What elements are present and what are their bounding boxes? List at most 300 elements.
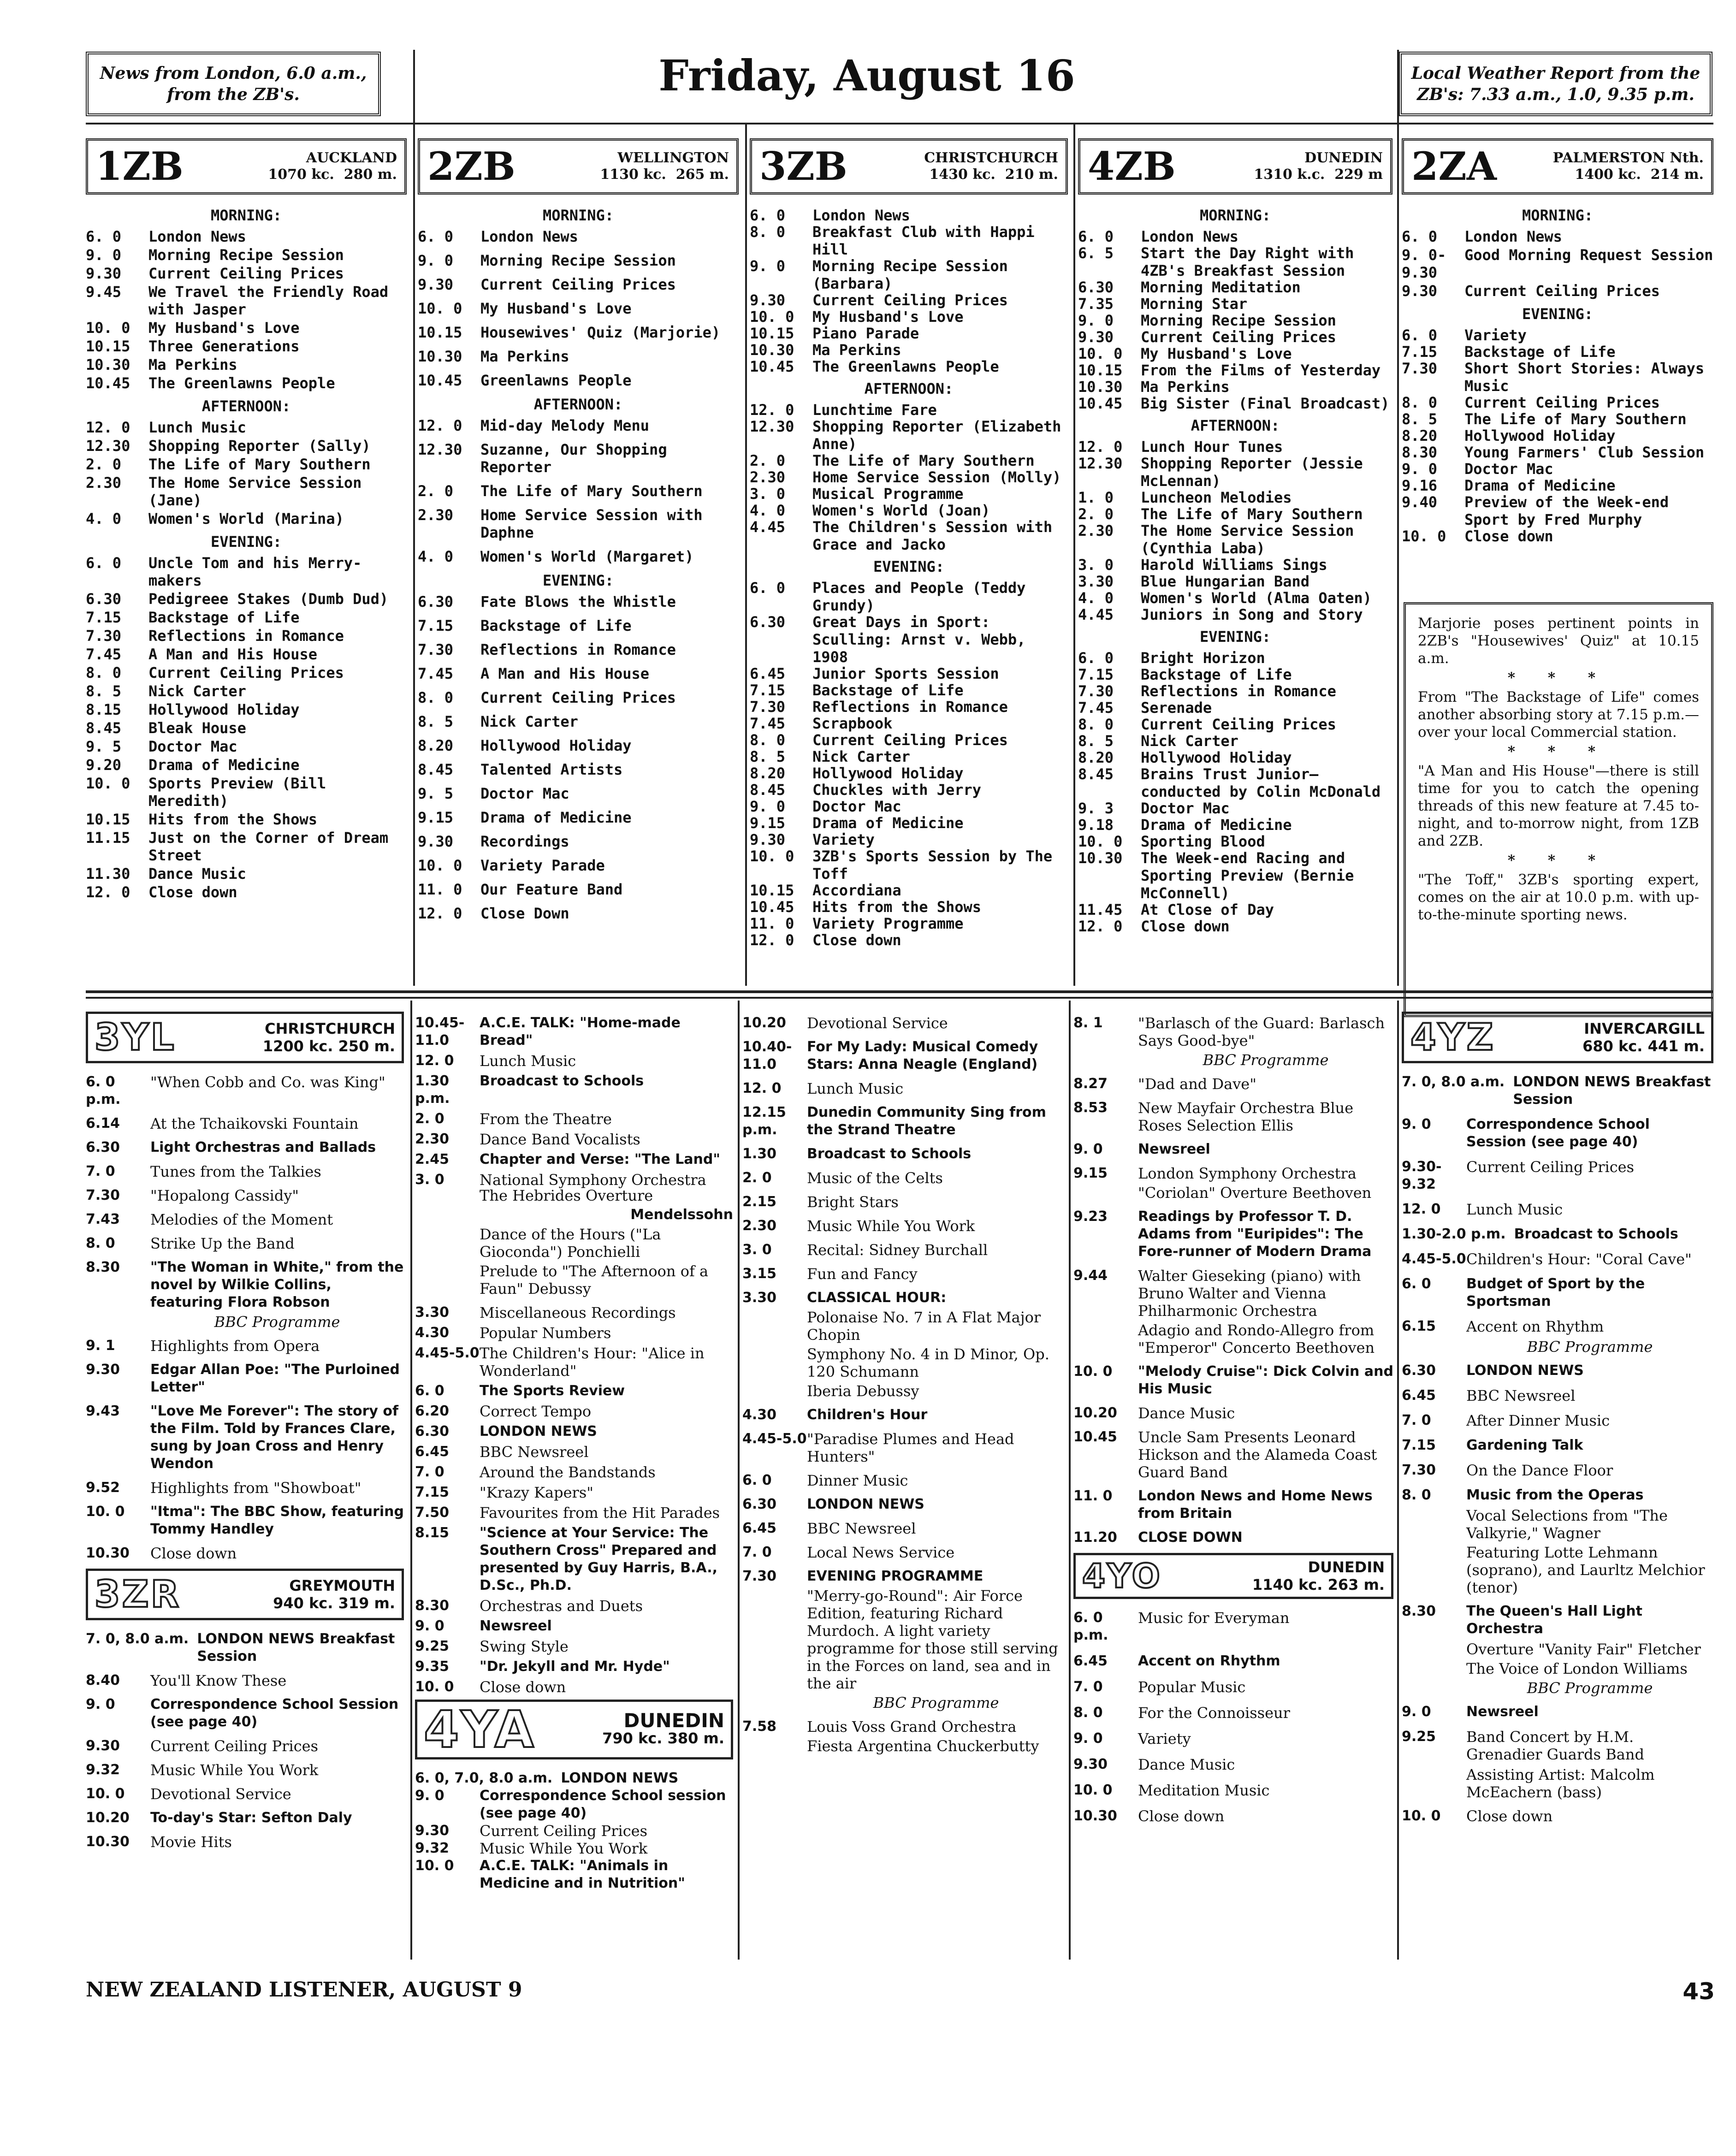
programme-row — [742, 1568, 1065, 1585]
programme-row — [418, 785, 739, 802]
programme-title: Uncle Tom and his Merry-makers — [148, 554, 362, 589]
column-4yz — [1402, 1008, 1713, 1832]
programme-time: 2. 0 — [86, 456, 122, 473]
programme-row — [750, 401, 1068, 419]
column-3yl-cont-4ya — [415, 1014, 733, 1892]
evening-list — [418, 593, 739, 922]
wave: 280 m. — [344, 166, 397, 183]
programme-row — [415, 1463, 733, 1481]
programme-row — [1073, 1267, 1393, 1320]
programme-row — [1078, 606, 1392, 623]
programme-row — [86, 701, 407, 718]
programme-title: "Melody Cruise": Dick Colvin and His Music — [1138, 1363, 1393, 1397]
programme-title: Ma Perkins — [1141, 378, 1230, 396]
programme-title: Good Morning Request Session — [1464, 246, 1713, 264]
programme-time: 9. 0 — [415, 1788, 444, 1804]
city: AUCKLAND — [306, 150, 397, 166]
programme-time: 10. 0 — [1402, 527, 1446, 545]
programme-time: 6. 0, 7.0, 8.0 a.m. — [415, 1770, 553, 1786]
programme-row — [750, 898, 1068, 916]
programme-time: 4. 0 — [86, 510, 122, 527]
programme-row — [86, 829, 407, 864]
programme-row — [86, 246, 407, 264]
programme-title: Drama of Medicine — [480, 809, 632, 826]
programme-time: 2.30 — [415, 1131, 450, 1147]
programme-time: 9.20 — [86, 756, 122, 774]
programme-title: Current Ceiling Prices — [1464, 282, 1660, 300]
programme-time: 10. 0 — [750, 308, 794, 326]
programme-title: Current Ceiling Prices — [1141, 716, 1336, 733]
programme-time: 3. 0 — [750, 485, 786, 503]
programme-title: "Krazy Kapers" — [480, 1484, 593, 1501]
programme-time: 6.30 — [750, 613, 786, 631]
programme-row — [1073, 1099, 1393, 1134]
section-heading: AFTERNOON: — [533, 396, 623, 413]
programme-row — [1402, 444, 1713, 461]
programme-time: 12.30 — [750, 418, 794, 435]
programme-time: 10. 0 — [1078, 833, 1123, 850]
programme-title: Close Down — [480, 905, 569, 922]
programme-time: 7.15 — [1402, 1437, 1436, 1453]
programme-title: Morning Recipe Session (Barbara) — [812, 257, 1008, 292]
programme-time: 10.45-11.0 — [415, 1015, 465, 1048]
programme-title: Doctor Mac — [1141, 800, 1230, 817]
city: CHRISTCHURCH — [924, 150, 1058, 166]
programme-row — [415, 1052, 733, 1070]
programme-time: 2.30 — [418, 506, 454, 524]
programme-row — [750, 748, 1068, 765]
programme-title: Greenlawns People — [480, 372, 632, 389]
programme-time: 7. 0 — [86, 1163, 115, 1179]
programme-time: 9. 0 — [750, 257, 786, 275]
programme-time: 2.30 — [1078, 522, 1114, 539]
programme-title: Current Ceiling Prices — [150, 1737, 318, 1755]
separator-stars: * * * — [1507, 743, 1610, 760]
programme-title: A.C.E. TALK: "Animals in Medicine and in Nutrition" — [480, 1858, 685, 1891]
programme-title: London News and Home News from Britain — [1138, 1488, 1373, 1522]
programme-row — [1078, 682, 1392, 700]
programme-title: Close down — [148, 883, 237, 901]
programme-title: My Husband's Love — [1141, 345, 1292, 362]
programme-row — [1402, 1250, 1713, 1268]
programme-title: Current Ceiling Prices — [148, 265, 344, 282]
programme-row — [742, 1038, 1065, 1073]
programme-time: 9.15 — [418, 809, 454, 826]
programme-row — [415, 1504, 733, 1522]
programme-title: Women's World (Joan) — [812, 502, 990, 519]
programme-row — [86, 1809, 404, 1827]
programme-time: 8.45 — [86, 719, 122, 737]
programme-row — [750, 308, 1068, 326]
programme-time: 6.15 — [1402, 1318, 1436, 1334]
programme-row — [750, 931, 1068, 949]
separator-stars: * * * — [1507, 852, 1610, 869]
programme-title: We Travel the Friendly Road with Jasper — [148, 283, 389, 318]
programme-title: National Symphony Orchestra — [480, 1171, 706, 1189]
wave: 229 m — [1334, 166, 1383, 183]
programme-row — [415, 1382, 733, 1400]
programme-title: 3ZB's Sports Session by The Toff — [812, 847, 1053, 883]
morning-list — [750, 207, 1068, 375]
programme-row — [415, 1840, 733, 1857]
programme-title: Music from the Operas — [1466, 1487, 1644, 1503]
section-heading: EVENING: — [1522, 305, 1594, 323]
programme-title: Brains Trust Junior—conducted by Colin McDonald — [1141, 765, 1381, 800]
programme-time: 9.15 — [750, 814, 786, 832]
programme-time: 9.40 — [1402, 493, 1438, 511]
programme-title: Lunch Hour Tunes — [1141, 438, 1283, 456]
city: WELLINGTON — [617, 150, 729, 166]
programme-row — [86, 474, 407, 509]
programme-time: 9. 0 — [418, 252, 454, 269]
programme-title: Meditation Music — [1138, 1782, 1270, 1799]
programme-row — [742, 1520, 1065, 1537]
programme-row — [750, 579, 1068, 614]
section-heading: EVENING: — [1199, 628, 1271, 646]
programme-time: 7.30 — [418, 641, 454, 658]
programme-time: 6. 0 — [418, 228, 454, 245]
programme-row — [418, 881, 739, 898]
programme-detail: Vocal Selections from "The Valkyrie," Wagner — [1466, 1507, 1668, 1542]
programme-title: Three Generations — [148, 338, 300, 355]
programme-row — [1402, 246, 1713, 281]
programme-time: 10.45 — [86, 374, 130, 392]
programme-row — [1078, 556, 1392, 574]
programme-time: 10.15 — [1078, 361, 1123, 379]
programme-row — [86, 510, 407, 527]
programme-title: Dance Music — [1138, 1404, 1235, 1422]
programme-row — [415, 1304, 733, 1321]
programme-title: Close down — [1466, 1807, 1553, 1825]
programme-time: 6.45 — [750, 665, 786, 682]
feature-note: From "The Backstage of Life" comes another absorbing story at 7.15 p.m.—over your local Commercial station. — [1418, 689, 1699, 740]
programme-title: Women's World (Margaret) — [480, 548, 694, 565]
programme-title: London News — [1464, 228, 1562, 245]
programme-row — [1073, 1141, 1393, 1158]
programme-row — [750, 798, 1068, 815]
programme-time: 10. 0 — [1073, 1782, 1113, 1798]
programme-title: Current Ceiling Prices — [480, 689, 676, 706]
page-title: Friday, August 16 — [658, 51, 1075, 101]
programme-title: My Husband's Love — [148, 319, 300, 337]
programme-time: 7.45 — [1078, 699, 1114, 717]
programme-title: BBC Newsreel — [807, 1520, 916, 1537]
programme-time: 10.15 — [750, 882, 794, 899]
programme-time: 7.15 — [418, 617, 454, 634]
zb-divider — [413, 50, 415, 986]
programme-title: Short Short Stories: Always Music — [1464, 360, 1705, 395]
programme-title: Doctor Mac — [1464, 460, 1553, 478]
programme-row — [418, 689, 739, 706]
programme-title: Ma Perkins — [812, 341, 901, 359]
programme-row — [86, 1187, 404, 1204]
programme-time: 8. 0 — [86, 1235, 115, 1251]
programme-time: 10.45 — [1078, 395, 1123, 412]
programme-time: 4.45-5.0 — [1402, 1251, 1466, 1267]
programme-row — [418, 348, 739, 365]
programme-row — [1073, 1609, 1393, 1644]
programme-title: My Husband's Love — [812, 308, 964, 326]
programme-row — [418, 300, 739, 317]
programme-row — [418, 809, 739, 826]
programme-detail: Featuring Lotte Lehmann (soprano), and Laurltz Melchior (tenor) — [1466, 1544, 1705, 1596]
programme-row — [86, 1235, 404, 1252]
programme-credit: BBC Programme — [1527, 1679, 1653, 1697]
programme-time: 6.45 — [1402, 1387, 1436, 1404]
programme-time: 12. 0 — [418, 417, 462, 434]
programme-row — [750, 207, 1068, 224]
programme-row — [1073, 1730, 1393, 1747]
programme-title: Hollywood Holiday — [812, 764, 964, 782]
programme-title: "Dr. Jekyll and Mr. Hyde" — [480, 1658, 670, 1675]
programme-time: 8. 0 — [1402, 1487, 1431, 1503]
column-3yl-3zr — [86, 1008, 404, 1857]
programme-row — [1402, 1728, 1713, 1763]
programme-row — [415, 1324, 733, 1342]
station-logo — [1078, 138, 1392, 195]
programme-row — [415, 1443, 733, 1461]
programme-time: 9.30 — [750, 831, 786, 848]
city: DUNEDIN — [623, 1709, 724, 1732]
programme-row — [1402, 1073, 1713, 1108]
station-4yz-logo — [1402, 1012, 1713, 1063]
programme-title: Harold Williams Sings — [1141, 556, 1327, 574]
programme-title: Bright Stars — [807, 1193, 899, 1211]
city: CHRISTCHURCH — [265, 1020, 395, 1037]
programme-title: Louis Voss Grand Orchestra — [807, 1718, 1017, 1735]
programme-time: 10.30 — [86, 1545, 130, 1561]
programme-time: 10.30 — [750, 341, 794, 359]
programme-row — [1402, 394, 1713, 411]
programme-time: 9. 3 — [1078, 800, 1114, 817]
programme-row — [415, 1345, 733, 1380]
programme-time: 6. 0 — [86, 554, 122, 572]
programme-row — [415, 1770, 733, 1787]
programme-time: 6. 0 — [1078, 228, 1114, 245]
programme-row — [415, 1423, 733, 1440]
programme-time: 6. 0 — [415, 1383, 444, 1399]
programme-row — [1078, 345, 1392, 362]
nc-divider — [738, 1001, 740, 1960]
programme-title: To-day's Star: Sefton Daly — [150, 1810, 352, 1826]
programme-time: 8. 0 — [750, 223, 786, 241]
programme-title: The Life of Mary Southern — [148, 456, 371, 473]
programme-title: Young Farmers' Club Session — [1464, 444, 1705, 461]
programme-row — [1402, 1462, 1713, 1479]
programme-detail: Adagio and Rondo-Allegro from "Emperor" Concerto Beethoven — [1138, 1321, 1375, 1356]
programme-time: 11. 0 — [1073, 1488, 1113, 1504]
afternoon-list — [86, 419, 407, 527]
programme-title: Hollywood Holiday — [1141, 749, 1292, 766]
programme-time: 8.15 — [86, 701, 122, 718]
programme-time: 12.30 — [418, 441, 462, 458]
programme-time: 4.30 — [415, 1325, 450, 1341]
programme-time: 9. 0 — [1402, 460, 1438, 478]
programme-row — [415, 1822, 733, 1840]
programme-title: Hits from the Shows — [812, 898, 982, 916]
programme-title: Recital: Sidney Burchall — [807, 1241, 988, 1259]
programme-time: 6. 5 — [1078, 244, 1114, 262]
morning-list — [1078, 228, 1392, 412]
programme-title: Hits from the Shows — [148, 811, 318, 828]
programme-time: 10. 0 — [1078, 345, 1123, 362]
programme-time: 9. 0 — [1402, 1116, 1431, 1132]
programme-time: 9.30-9.32 — [1402, 1159, 1442, 1192]
programme-row — [1078, 699, 1392, 717]
programme-title: Children's Hour: "Coral Cave" — [1466, 1250, 1692, 1268]
programme-time: 10.20 — [742, 1015, 786, 1031]
programme-time: 10. 0 — [86, 1504, 125, 1520]
programme-row — [1402, 326, 1713, 344]
programme-time: 2. 0 — [742, 1170, 772, 1186]
programme-title: Backstage of Life — [1464, 343, 1616, 361]
programme-row — [415, 1072, 733, 1108]
programme-row — [1073, 1404, 1393, 1422]
programme-title: The Children's Session with Grace and Jacko — [812, 518, 1053, 553]
programme-credit: BBC Programme — [214, 1313, 340, 1331]
programme-row — [415, 1787, 733, 1822]
programme-title: Great Days in Sport: Sculling: Arnst v. Webb, 1908 — [812, 613, 1026, 666]
programme-time: 9. 0 — [1402, 1704, 1431, 1720]
programme-time: 10.30 — [1078, 378, 1123, 396]
programme-time: 3. 0 — [742, 1242, 772, 1258]
programme-time: 9.43 — [86, 1403, 120, 1419]
programme-title: Backstage of Life — [1141, 666, 1292, 683]
programme-time: 10.15 — [86, 338, 130, 355]
programme-row — [86, 1259, 404, 1311]
programme-row — [1402, 427, 1713, 444]
programme-row — [415, 1403, 733, 1420]
programme-time: 10. 0 — [415, 1858, 454, 1874]
programme-row — [742, 1430, 1065, 1465]
programme-title: Nick Carter — [480, 713, 578, 730]
programme-row — [1078, 666, 1392, 683]
programme-title: Around the Bandstands — [480, 1463, 656, 1481]
programme-title: Variety — [1464, 326, 1527, 344]
separator-stars: * * * — [1507, 669, 1610, 686]
programme-time: 6.20 — [415, 1403, 450, 1419]
wave: 210 m. — [1005, 166, 1058, 183]
programme-time: 10.15 — [750, 325, 794, 342]
freq: 1430 kc. — [929, 166, 995, 183]
programme-time: 7. 0, 8.0 a.m. — [1402, 1074, 1505, 1090]
programme-row — [418, 252, 739, 269]
programme-row — [1402, 1412, 1713, 1429]
freq: 1130 kc. — [600, 166, 666, 183]
section-heading: EVENING: — [210, 533, 282, 551]
column-4ya-4yo — [1073, 1014, 1393, 1833]
programme-time: 9.30 — [1402, 282, 1438, 300]
programme-row — [1078, 505, 1392, 523]
programme-title: Ma Perkins — [148, 356, 237, 373]
feature-note: "A Man and His House"—there is still time for you to catch the opening threads of this new feature at 7.45 to-night, and to-morrow night, from 1ZB and 2ZB. — [1418, 763, 1699, 849]
programme-row — [750, 418, 1068, 453]
programme-row — [418, 665, 739, 682]
programme-time: 4. 0 — [1078, 589, 1114, 607]
programme-title: Current Ceiling Prices — [812, 291, 1008, 309]
programme-title: Nick Carter — [148, 682, 246, 700]
section-heading: MORNING: — [1199, 207, 1271, 224]
programme-row — [415, 1484, 733, 1501]
programme-time: 6. 0 — [1078, 649, 1114, 667]
programme-time: 7.45 — [750, 715, 786, 732]
zb-divider — [745, 123, 747, 986]
programme-row — [418, 641, 739, 658]
programme-time: 7.58 — [742, 1718, 777, 1735]
programme-time: 7.15 — [1078, 666, 1114, 683]
programme-row — [1078, 395, 1392, 412]
programme-time: 9. 0 — [750, 798, 786, 815]
programme-time: 12. 0 — [750, 401, 794, 419]
programme-row — [86, 374, 407, 392]
news-note-box — [86, 52, 381, 116]
programme-row — [1073, 1208, 1393, 1261]
programme-row — [415, 1151, 733, 1168]
programme-time: 11.45 — [1078, 901, 1123, 918]
programme-time: 9. 0 — [86, 246, 122, 264]
programme-title: Big Sister (Final Broadcast) — [1141, 395, 1390, 412]
column-4ya-cont — [742, 1014, 1065, 1761]
programme-title: Drama of Medicine — [1464, 477, 1616, 494]
programme-row — [86, 1211, 404, 1228]
programme-time: 8. 5 — [1078, 732, 1114, 750]
programme-time: 11.15 — [86, 829, 130, 847]
programme-time: 9.30 — [1073, 1756, 1108, 1772]
programme-title: For My Lady: Musical Comedy Stars: Anna Neagle (England) — [807, 1039, 1038, 1072]
programme-row — [750, 915, 1068, 932]
programme-time: 10.30 — [1073, 1808, 1117, 1824]
programme-time: 10. 0 — [86, 775, 130, 792]
programme-title: Edgar Allan Poe: "The Purloined Letter" — [150, 1362, 400, 1395]
programme-title: After Dinner Music — [1466, 1412, 1610, 1429]
programme-title: Accent on Rhythm — [1466, 1318, 1604, 1335]
programme-row — [1402, 493, 1713, 528]
programme-title: LONDON NEWS Breakfast Session — [1513, 1074, 1711, 1108]
programme-row — [86, 1737, 404, 1755]
programme-time: 12. 0 — [1078, 918, 1123, 935]
programme-time: 12. 0 — [86, 419, 130, 436]
programme-time: 8. 5 — [418, 713, 454, 730]
programme-time: 7. 0 — [742, 1544, 772, 1560]
programme-row — [742, 1496, 1065, 1513]
programme-row — [418, 761, 739, 778]
programme-title: At the Tchaikovski Fountain — [150, 1115, 359, 1132]
programme-time: 6. 0 — [1402, 326, 1438, 344]
programme-time: 10. 0 — [86, 319, 130, 337]
programme-title: CLOSE DOWN — [1138, 1529, 1243, 1546]
programme-title: Budget of Sport by the Sportsman — [1466, 1276, 1645, 1309]
programme-title: Our Feature Band — [480, 881, 623, 898]
programme-time: 9. 0-9.30 — [1402, 246, 1446, 281]
programme-time: 8. 1 — [1073, 1015, 1103, 1031]
programme-title: A Man and His House — [148, 646, 318, 663]
programme-row — [750, 341, 1068, 359]
programme-row — [418, 905, 739, 922]
weather-note: Local Weather Report from the ZB's: 7.33 a.m., 1.0, 9.35 p.m. — [1411, 64, 1700, 104]
programme-row — [1073, 1428, 1393, 1481]
programme-time: 10. 0 — [750, 847, 794, 865]
programme-time: 11.30 — [86, 865, 130, 883]
programme-time: 6.30 — [742, 1496, 777, 1512]
programme-time: 9.52 — [86, 1480, 120, 1496]
programme-title: Lunch Music — [1466, 1201, 1563, 1218]
programme-title: The Children's Hour: "Alice in Wonderland" — [480, 1345, 705, 1380]
programme-title: Mid-day Melody Menu — [480, 417, 650, 434]
programme-detail: Fiesta Argentina Chuckerbutty — [807, 1737, 1039, 1755]
programme-row — [86, 228, 407, 245]
programme-time: 6.45 — [415, 1444, 450, 1460]
programme-detail: "Coriolan" Overture Beethoven — [1138, 1184, 1372, 1202]
